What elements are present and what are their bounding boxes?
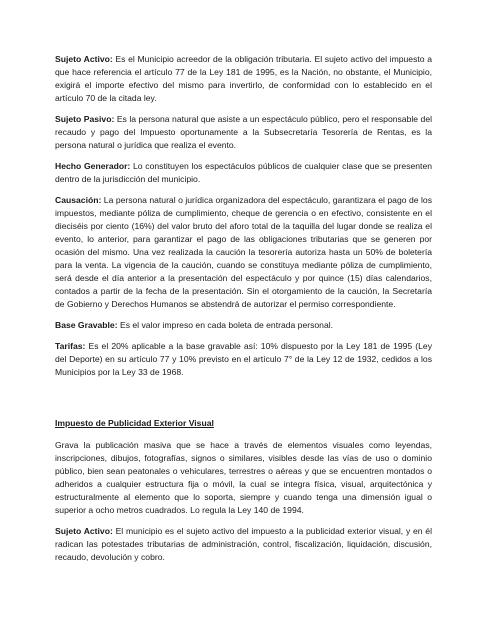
paragraph-sujeto-pasivo bbox=[55, 113, 432, 152]
paragraph-text: Es el 20% aplicable a la base gravable así: 10% dispuesto por la Ley 181 de 1995 (Ley del Deporte) en su artículo 77 y 10% previsto en el artículo 7° de la Ley 12 de 1932, cedidos a los Municipios por la Ley 33 de 1968. bbox=[55, 341, 432, 377]
paragraph-section-intro: Grava la publicación masiva que se hace a través de elementos visuales como leyendas, inscripciones, dibujos, fotografías, signos o similares, visibles desde las vías de uso o dominio público, bien sean peatonales o vehiculares, terrestres o aéreas y que se encuentren montados o adheridos a cualquier estructura fija o móvil, la cual se integra física, visual, arquitectónica y estructuralmente al elemento que lo soporta, siempre y cuando tenga una dimensión igual o superior a ocho metros cuadrados. Lo regula la Ley 140 de 1994. bbox=[55, 440, 432, 515]
term-label: Hecho Generador: bbox=[55, 161, 131, 171]
paragraph-text: El municipio es el sujeto activo del impuesto a la publicidad exterior visual, y en él radican las potestades tributarias de administración, control, fiscalización, liquidación, discusión, recaudo, devolución y cobro. bbox=[55, 526, 432, 562]
document-body bbox=[55, 53, 432, 572]
paragraph-text: Lo constituyen los espectáculos públicos de cualquier clase que se presenten dentro de la jurisdicción del municipio. bbox=[55, 161, 432, 184]
paragraph-causacion bbox=[55, 194, 432, 311]
term-label: Sujeto Pasivo: bbox=[55, 114, 115, 124]
paragraph-base-gravable bbox=[55, 319, 432, 332]
term-label: Tarifas: bbox=[55, 341, 86, 351]
paragraph-text: Es el valor impreso en cada boleta de entrada personal. bbox=[117, 320, 334, 330]
term-label: Sujeto Activo: bbox=[55, 526, 113, 536]
paragraph-hecho-generador bbox=[55, 160, 432, 186]
term-label: Causación: bbox=[55, 195, 102, 205]
paragraph-text: Es la persona natural que asiste a un espectáculo público, pero el responsable del recaudo y pago del Impuesto oportunamente a la Subsecretaría Tesorería de Rentas, es la persona natural o jurídica que realiza el evento. bbox=[55, 114, 433, 150]
paragraph-text: Es el Municipio acreedor de la obligación tributaria. El sujeto activo del impuesto a que hace referencia el artículo 77 de la Ley 181 de 1995, es la Nación, no obstante, el Municipio, exigirá el importe efectivo del mismo para invertirlo, de conformidad con lo establecido en el artículo 70 de la citada ley. bbox=[55, 54, 432, 103]
paragraph-tarifas bbox=[55, 340, 432, 379]
term-label: Sujeto Activo: bbox=[55, 54, 113, 64]
paragraph-text: La persona natural o jurídica organizadora del espectáculo, garantizara el pago de los impuestos, mediante póliza de cumplimiento, cheque de gerencia o en efectivo, consistente en el dieciséis por ciento (16%) del valor bruto del aforo total de la taquilla del lugar donde se realiza el evento, lo anterior, para garantizar el pago de las obligaciones tributarias que se generen por ocasión del mismo. Una vez realizada la caución la tesorería autoriza hasta un 50% de boletería para la venta. La vigencia de la caución, cuando se constituya mediante póliza de cumplimiento, será desde el día anterior a la presentación del espectáculo y por quince (15) días calendarios, contados a partir de la fecha de la presentación. Sin el otorgamiento de la caución, la Secretaría de Gobierno y Derechos Humanos se abstendrá de autorizar el permiso correspondiente. bbox=[55, 195, 432, 309]
paragraph-sujeto-activo-publicidad bbox=[55, 525, 432, 564]
paragraph-sujeto-activo bbox=[55, 53, 432, 105]
section-heading: Impuesto de Publicidad Exterior Visual bbox=[55, 418, 214, 428]
term-label: Base Gravable: bbox=[55, 320, 118, 330]
section-spacer bbox=[55, 387, 432, 417]
